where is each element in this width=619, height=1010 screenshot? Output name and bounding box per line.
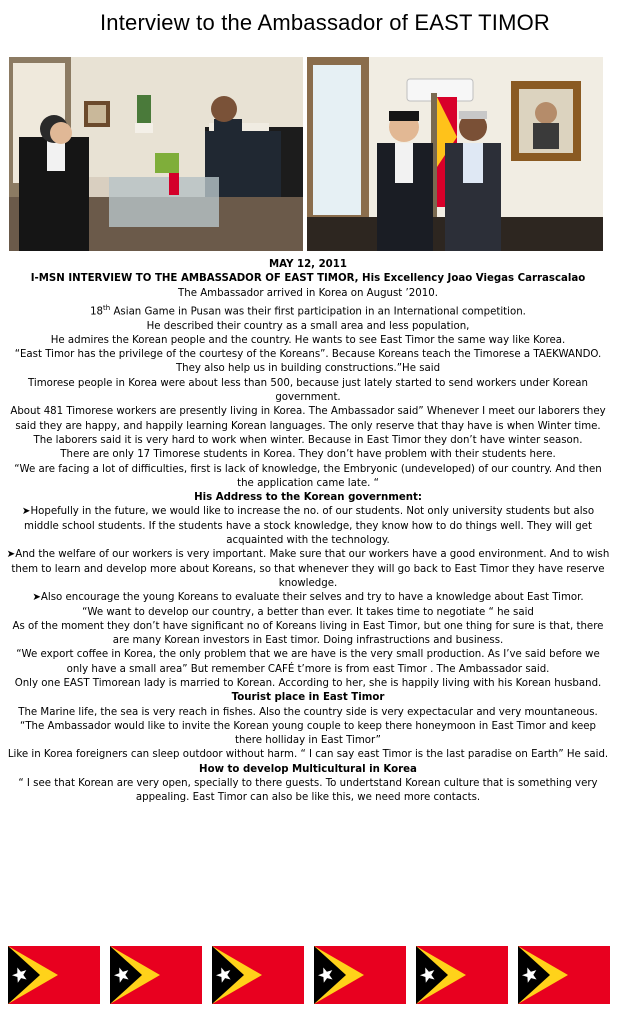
east-timor-flag-icon: [314, 946, 406, 1004]
paragraph: The Ambassador arrived in Korea on August ’2010.: [178, 287, 438, 299]
flag-row: [0, 946, 619, 1004]
paragraph: About 481 Timorese workers are presently living in Korea. The Ambassador said” Whenever I meet our laborers they said they are happy, and happily learning Korean languages. The only reserve that thay have is when Winter time. The laborers said it is very hard to work when winter. Because in East Timor they don’t have winter season.: [10, 406, 606, 446]
east-timor-flag-icon: [110, 946, 202, 1004]
bullet-item: ➤Hopefully in the future, we would like to increase the no. of our students. Not only university students but also middle school students. If the students have a stock knowledge, they know how to do things well. They will get acquainted with the technology.: [21, 506, 595, 547]
interview-photo: [9, 57, 303, 251]
bullet-item: ➤And the welfare of our workers is very important. Make sure that our workers have a good environment. And to wish them to learn and develop more about Koreans, so that whenever they will go back to East Timor they have reserve knowledge.: [6, 549, 610, 589]
paragraph: As of the moment they don’t have significant no of Koreans living in East Timor, but one thing for sure is that, there are many Korean investors in East timor. Doing infrastructions and business.: [12, 620, 604, 647]
paragraph: 18th Asian Game in Pusan was their first participation in an International competition.: [90, 303, 526, 318]
paragraph: Like in Korea foreigners can sleep outdoor without harm. “ I can say east Timor is the last paradise on Earth” He said.: [7, 749, 609, 761]
section-heading-address: His Address to the Korean government:: [194, 492, 422, 504]
east-timor-flag-icon: [212, 946, 304, 1004]
article-headline: I-MSN INTERVIEW TO THE AMBASSADOR OF EAST TIMOR, His Excellency Joao Viegas Carrascalao: [30, 273, 586, 285]
paragraph: He described their country as a small area and less population,: [146, 320, 470, 332]
arrow-bullet-icon: ➤: [32, 592, 41, 604]
paragraph: Only one EAST Timorean lady is married to Korean. According to her, she is happily living with his Korean husband.: [14, 678, 602, 689]
paragraph: “The Ambassador would like to invite the Korean young couple to keep there honeymoon in East Timor and keep there holliday in East Timor”: [20, 720, 596, 747]
east-timor-flag-icon: [416, 946, 508, 1004]
bullet-item: ➤Also encourage the young Koreans to evaluate their selves and try to have a knowledge about East Timor.: [32, 592, 584, 604]
paragraph: Timorese people in Korea were about less than 500, because just lately started to send workers under Korean government.: [27, 377, 589, 404]
paragraph: “East Timor has the privilege of the courtesy of the Koreans”. Because Koreans teach the Timorese a TAEKWANDO. They also help us in building constructions.”He said: [14, 349, 602, 375]
article-body: [6, 258, 610, 806]
east-timor-flag-icon: [518, 946, 610, 1004]
section-heading-multicultural: How to develop Multicultural in Korea: [199, 763, 417, 775]
paragraph: “We want to develop our country, a better than ever. It takes time to negotiate “ he said: [82, 606, 534, 618]
portrait-photo: [307, 57, 603, 251]
paragraph: There are only 17 Timorese students in Korea. They don’t have problem with their students here.: [60, 449, 556, 461]
paragraph: “ I see that Korean are very open, specially to there guests. To undertstand Korean culture that is something very appealing. East Timor can also be like this, we need more contacts.: [18, 778, 598, 804]
paragraph: “We export coffee in Korea, the only problem that we are have is the very small production. As I’ve said before we only have a small area” But remember CAFÉ t’more is from east Timor . The Ambassador said.: [16, 649, 600, 675]
section-heading-tourist: Tourist place in East Timor: [231, 692, 385, 704]
page-title: Interview to the Ambassador of EAST TIMOR: [99, 10, 550, 35]
paragraph: He admires the Korean people and the country. He wants to see East Timor the same way like Korea.: [50, 334, 566, 346]
arrow-bullet-icon: ➤: [6, 549, 16, 561]
east-timor-flag-icon: [8, 946, 100, 1004]
article-date: MAY 12, 2011: [269, 259, 347, 270]
paragraph: “We are facing a lot of difficulties, first is lack of knowledge, the Embryonic (undeveloped) of our country. And then the application came late. “: [14, 463, 602, 489]
paragraph: The Marine life, the sea is very reach in fishes. Also the country side is very expectacular and very mountaneous.: [18, 706, 598, 718]
arrow-bullet-icon: ➤: [21, 506, 31, 518]
